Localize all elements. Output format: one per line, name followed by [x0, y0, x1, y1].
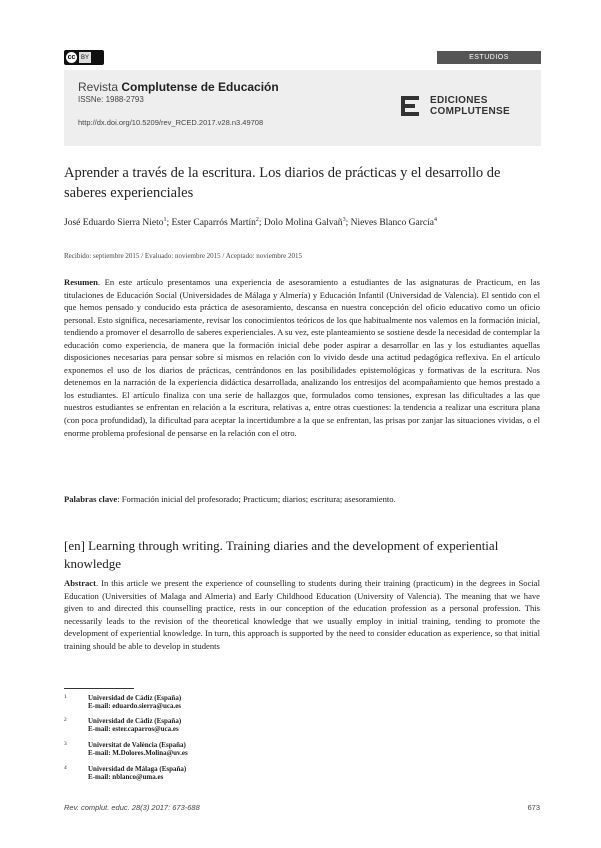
article-title-en: [en] Learning through writing. Training diaries and the development of experiential knowledge — [64, 538, 499, 571]
page-footer-citation: Rev. complut. educ. 28(3) 2017: 673-688 — [64, 803, 200, 812]
ediciones-complutense-logo — [401, 96, 423, 116]
abstract-es-label: Resumen — [64, 277, 98, 287]
footnote-affiliation: Universidad de Málaga (España) — [88, 765, 187, 773]
footnote-number: 1 — [64, 694, 67, 700]
footnote-affiliation: Universidad de Cádiz (España) — [88, 694, 182, 702]
author-ref[interactable]: 1 — [163, 217, 167, 223]
author-ref[interactable]: 3 — [342, 217, 346, 223]
footnote-number: 2 — [64, 717, 67, 723]
doi-link[interactable]: http://dx.doi.org/10.5209/rev_RCED.2017.v28.n3.49708 — [78, 118, 264, 127]
footnote-divider — [64, 688, 134, 689]
author-name: Dolo Molina Galvañ — [263, 218, 343, 229]
footnote-email[interactable]: E-mail: nblanco@uma.es — [88, 773, 164, 781]
by-mark: BY — [79, 52, 91, 63]
footnote — [64, 694, 181, 710]
page-number: 673 — [527, 803, 540, 812]
author-name: Nieves Blanco García — [350, 218, 434, 229]
keywords-es-text: : Formación inicial del profesorado; Practicum; diarios; escritura; asesoramiento. — [117, 494, 396, 504]
author-ref[interactable]: 2 — [255, 217, 259, 223]
author-name: José Eduardo Sierra Nieto — [64, 218, 164, 229]
submission-dates: Recibido: septiembre 2015 / Evaluado: noviembre 2015 / Aceptado: noviembre 2015 — [64, 252, 302, 260]
cc-mark: cc — [67, 54, 76, 61]
publisher-line1: EDICIONES — [430, 95, 488, 106]
footnote-email[interactable]: E-mail: ester.caparros@uca.es — [88, 725, 179, 733]
section-label: ESTUDIOS — [437, 51, 541, 64]
publisher-name — [430, 95, 510, 117]
footnote — [64, 717, 181, 733]
issn: ISSNe: 1988-2793 — [78, 95, 144, 104]
abstract-en — [64, 577, 540, 652]
keywords-es-label: Palabras clave — [64, 494, 118, 504]
footnote-email[interactable]: E-mail: M.Dolores.Molina@uv.es — [88, 749, 188, 757]
journal-prefix: Revista — [78, 80, 122, 94]
footnote-number: 3 — [64, 741, 67, 747]
author-list: José Eduardo Sierra Nieto$^1$; Ester Caparrós Martín$^2$; Dolo Molina Galvañ$^3$; Nieves Blanco García$^4$ — [64, 217, 437, 229]
publisher-line2: COMPLUTENSE — [430, 106, 510, 117]
journal-name — [78, 80, 279, 94]
footnote — [64, 765, 186, 781]
footnote-affiliation: Universidad de Cádiz (España) — [88, 717, 182, 725]
abstract-es-text: . En este artículo presentamos una experiencia de asesoramiento a estudiantes de las asignaturas de Practicum, en las titulaciones de Educación Social (Universidades de Málaga y Almería) y Educación Infantil (Universidad de Valencia). El sentido con el que hemos pensado y conducido esta práctica de asesoramiento, descansa en nuestra concepción del oficio educativo como un oficio personal. Esto significa, necesariamente, revisar los conocimientos teóricos de los que habitualmente nos valemos en la formación inicial, tendiendo a promover el desarrollo de saberes experienciales. A su vez, este planteamiento se sostiene desde la necesidad de contemplar la educación como experiencia, de manera que la formación inicial debe poder aspirar a desarrollar en las y los estudiantes aquellas disposiciones necesarias para pensar sobre sí mismos en relación con lo vivido desde una actitud pedagógica reflexiva. En el artículo exponemos el uso de los diarios de prácticas, centrándonos en las posibilidades epistemológicas y formativas de la escritura. Nos detenemos en la narración de la experiencia didáctica desarrollada, analizando los entresijos del acompañamiento que hemos prestado a los estudiantes. El artículo finaliza con una serie de hallazgos que, formulados como tensiones, expresan las dificultades a las que nuestros estudiantes se enfrentan en relación a la escritura, relativas a, entre otras cuestiones: la tendencia a realizar una escritura plana (con poca profundidad), la dificultad para aceptar la incertidumbre a la que se enfrentan, las prisas por zanjar las situaciones vividas, o el enorme problema profesional de pensarse en la relación con el otro. — [64, 277, 540, 438]
footnote — [64, 741, 188, 757]
footnote-affiliation: Universitat de València (España) — [88, 741, 186, 749]
abstract-en-text: . In this article we present the experience of counselling to students during their training (practicum) in the degrees in Social Education (Universities of Malaga and Almeria) and Early Childhood Education (University of Valencia). The meaning that we have given to and directed this counselling practice, rests in our conception of the education profession as a personal profession. This necessarily leads to the revision of the theoretical knowledge that we usually employ in initial training, tending to promote the development of experiential knowledge. In turn, this approach is supported by the need to consider education as experience, so that initial training should be able to develop in students — [64, 578, 540, 651]
creative-commons-icon — [64, 50, 104, 65]
author-name: Ester Caparrós Martín — [171, 218, 256, 229]
author-ref[interactable]: 4 — [433, 217, 437, 223]
footnote-number: 4 — [64, 765, 67, 771]
keywords-es — [64, 493, 540, 506]
abstract-es — [64, 276, 540, 439]
footnote-email[interactable]: E-mail: eduardo.sierra@uca.es — [88, 702, 182, 710]
article-title-es: Aprender a través de la escritura. Los diarios de prácticas y el desarrollo de saberes experienciales — [64, 165, 501, 201]
journal-title: Complutense de Educación — [121, 80, 279, 94]
abstract-en-label: Abstract — [64, 578, 96, 588]
